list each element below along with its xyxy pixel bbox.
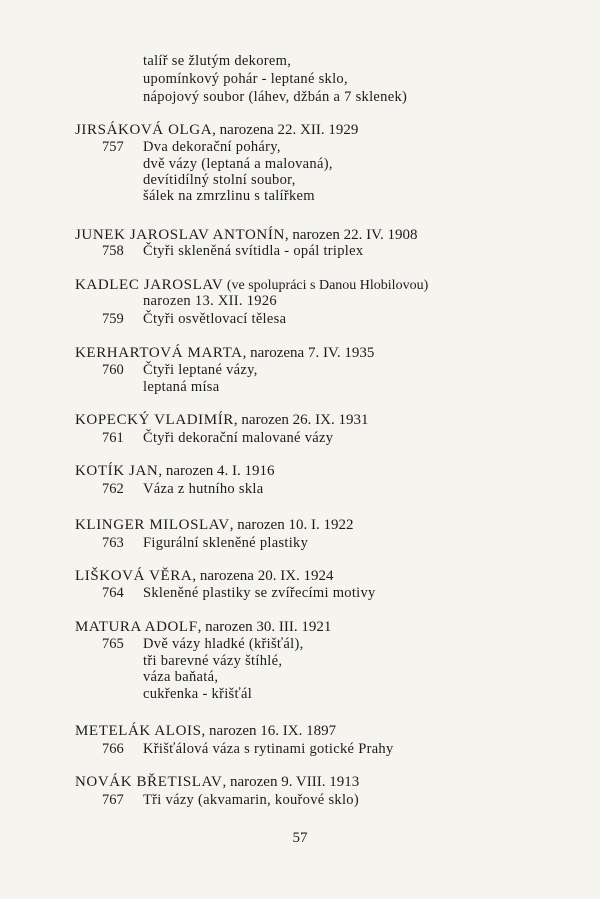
item-description: Křišťálová váza s rytinami gotické Prahy — [143, 741, 394, 757]
artist-entry-heading — [75, 463, 275, 480]
intro-line: talíř se žlutým dekorem, — [143, 53, 292, 69]
artist-entry-heading — [75, 122, 358, 139]
item-description: cukřenka - křišťál — [143, 686, 253, 702]
intro-line: nápojový soubor (láhev, džbán a 7 sklenek) — [143, 89, 408, 105]
artist-birth: , narozen 30. III. 1921 — [197, 619, 332, 635]
artist-name: MATURA ADOLF — [75, 619, 198, 635]
artist-name: LIŠKOVÁ VĚRA — [75, 568, 193, 584]
catalog-number: 762 — [102, 481, 124, 497]
artist-birth: , narozen 9. VIII. 1913 — [222, 774, 360, 790]
item-description: Tři vázy (akvamarin, kouřové sklo) — [143, 792, 359, 808]
artist-birth: , narozen 22. IV. 1908 — [284, 227, 418, 243]
artist-entry-heading — [75, 277, 428, 294]
artist-name: NOVÁK BŘETISLAV — [75, 774, 223, 790]
artist-entry-heading — [75, 774, 359, 791]
item-description: Skleněné plastiky se zvířecími motivy — [143, 585, 376, 601]
artist-entry-heading — [75, 412, 368, 429]
artist-note: (ve spolupráci s Danou Hlobilovou) — [223, 278, 429, 293]
artist-entry-heading — [75, 227, 418, 244]
item-description: Figurální skleněné plastiky — [143, 535, 309, 551]
catalog-number: 765 — [102, 636, 124, 652]
artist-birth: , narozena 20. IX. 1924 — [192, 568, 334, 584]
item-description: leptaná mísa — [143, 379, 220, 395]
artist-name: JUNEK JAROSLAV ANTONÍN — [75, 227, 285, 243]
item-description: tři barevné vázy štíhlé, — [143, 653, 283, 669]
item-description: váza baňatá, — [143, 669, 219, 685]
artist-name: METELÁK ALOIS — [75, 723, 202, 739]
catalog-number: 766 — [102, 741, 124, 757]
artist-entry-heading — [75, 345, 374, 362]
item-description: Dvě vázy hladké (křišťál), — [143, 636, 304, 652]
catalog-number: 767 — [102, 792, 124, 808]
artist-name: KLINGER MILOSLAV — [75, 517, 230, 533]
catalog-number: 757 — [102, 139, 124, 155]
catalog-number: 763 — [102, 535, 124, 551]
artist-name: KADLEC JAROSLAV — [75, 277, 224, 293]
item-description: dvě vázy (leptaná a malovaná), — [143, 156, 333, 172]
artist-name: KERHARTOVÁ MARTA — [75, 345, 243, 361]
catalog-number: 761 — [102, 430, 124, 446]
artist-birth: , narozena 22. XII. 1929 — [212, 122, 359, 138]
artist-entry-heading — [75, 723, 336, 740]
artist-birth: , narozen 26. IX. 1931 — [233, 412, 369, 428]
intro-line: upomínkový pohár - leptané sklo, — [143, 71, 348, 87]
artist-birth: , narozen 4. I. 1916 — [158, 463, 275, 479]
artist-entry-heading — [75, 619, 331, 636]
catalog-number: 764 — [102, 585, 124, 601]
item-description: Čtyři leptané vázy, — [143, 362, 258, 378]
artist-birth: , narozen 16. IX. 1897 — [201, 723, 337, 739]
catalog-number: 759 — [102, 311, 124, 327]
item-description: Dva dekorační poháry, — [143, 139, 281, 155]
item-description: Čtyři dekorační malované vázy — [143, 430, 334, 446]
item-description: devítidílný stolní soubor, — [143, 172, 296, 188]
artist-birth: narozen 13. XII. 1926 — [143, 293, 277, 309]
artist-entry-heading — [75, 517, 353, 534]
artist-birth: , narozen 10. I. 1922 — [229, 517, 354, 533]
artist-name: KOTÍK JAN — [75, 463, 159, 479]
artist-entry-heading — [75, 568, 334, 585]
item-description: Čtyři osvětlovací tělesa — [143, 311, 287, 327]
item-description: šálek na zmrzlinu s talířkem — [143, 188, 315, 204]
item-description: Čtyři skleněná svítidla - opál triplex — [143, 243, 364, 259]
catalog-number: 758 — [102, 243, 124, 259]
artist-birth: , narozena 7. IV. 1935 — [242, 345, 375, 361]
page-number: 57 — [292, 830, 308, 846]
catalog-number: 760 — [102, 362, 124, 378]
item-description: Váza z hutního skla — [143, 481, 264, 497]
artist-name: JIRSÁKOVÁ OLGA — [75, 122, 213, 138]
artist-name: KOPECKÝ VLADIMÍR — [75, 412, 234, 428]
